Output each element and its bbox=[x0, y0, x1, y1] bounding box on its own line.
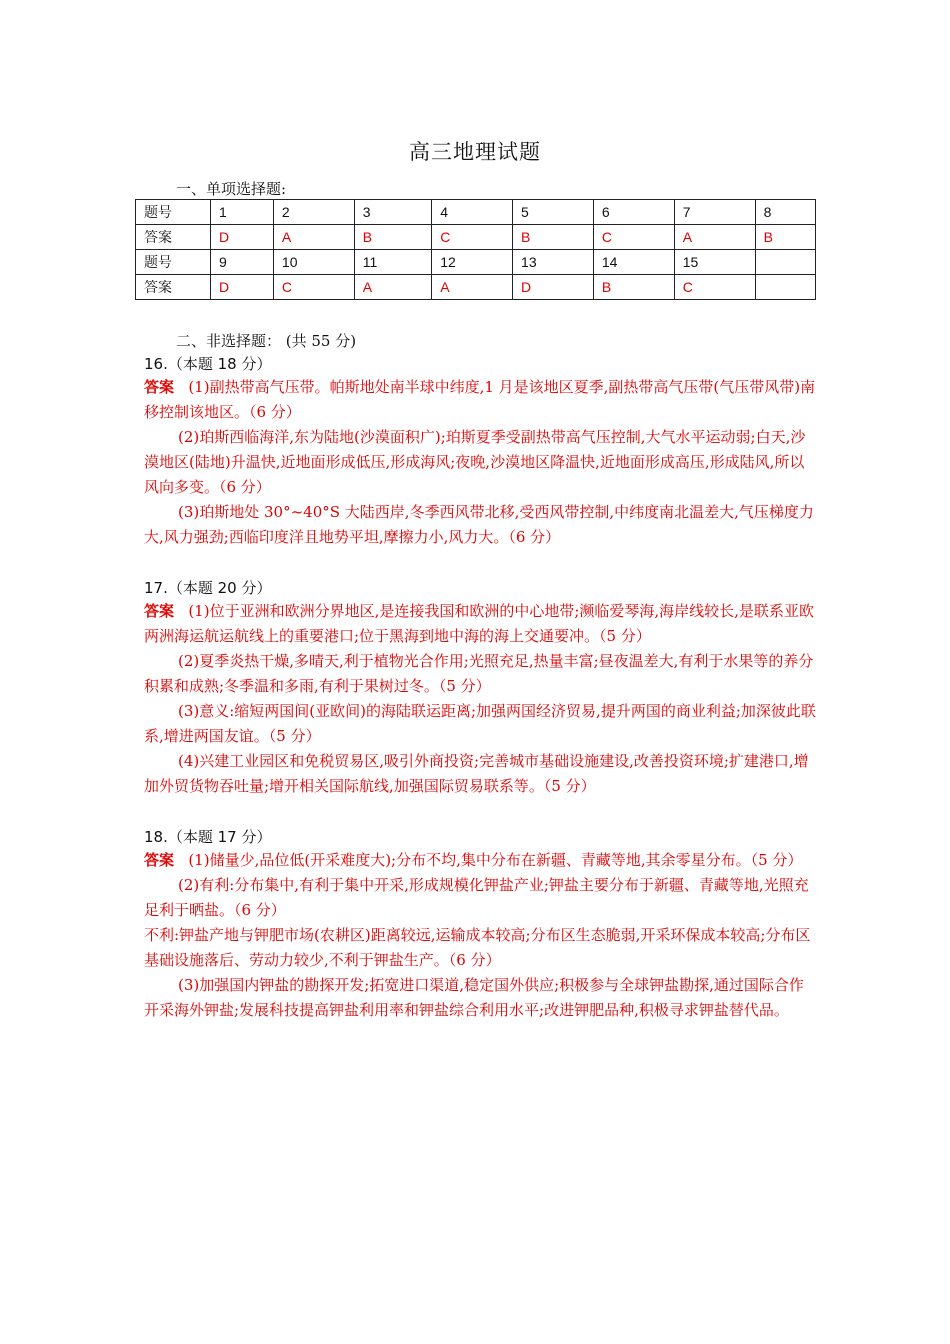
answer-cell: D bbox=[211, 275, 274, 300]
answer-paragraph: (1)位于亚洲和欧洲分界地区,是连接我国和欧洲的中心地带;濒临爱琴海,海岸线较长,是联系亚欧两洲海运航运航线上的重要港口;位于黑海到地中海的海上交通要冲。（5 分） bbox=[144, 602, 814, 645]
answer-paragraph: (1)储量少,品位低(开采难度大);分布不均,集中分布在新疆、青藏等地,其余零星分布。（5 分） bbox=[188, 851, 803, 869]
table-row-numbers bbox=[136, 200, 816, 225]
answer-cell: C bbox=[674, 275, 755, 300]
answer-cell bbox=[755, 275, 815, 300]
question-number bbox=[755, 250, 815, 275]
answer-cell: C bbox=[593, 225, 674, 250]
answer-label: 答案 bbox=[144, 851, 175, 869]
page-title: 高三地理试题 bbox=[409, 140, 541, 164]
question-number: 11 bbox=[354, 250, 431, 275]
question-18-answer bbox=[144, 848, 816, 1023]
question-number: 12 bbox=[432, 250, 513, 275]
question-17-answer bbox=[144, 599, 816, 799]
question-number: 9 bbox=[211, 250, 274, 275]
question-number: 10 bbox=[273, 250, 354, 275]
answer-cell: B bbox=[354, 225, 431, 250]
table-row-answers bbox=[136, 275, 816, 300]
answer-cell: C bbox=[432, 225, 513, 250]
question-17-header: 17.（本题 20 分） bbox=[144, 579, 272, 597]
question-number: 5 bbox=[513, 200, 594, 225]
row-label-question: 题号 bbox=[136, 250, 211, 275]
answer-cell: B bbox=[513, 225, 594, 250]
answer-paragraph: (3)珀斯地处 30°~40°S 大陆西岸,冬季西风带北移,受西风带控制,中纬度南北温差大,气压梯度力大,风力强劲;西临印度洋且地势平坦,摩擦力小,风力大。（6 分） bbox=[144, 503, 814, 546]
question-number: 3 bbox=[354, 200, 431, 225]
answer-paragraph: (3)加强国内钾盐的勘探开发;拓宽进口渠道,稳定国外供应;积极参与全球钾盐勘探,通过国际合作开采海外钾盐;发展科技提高钾盐利用率和钾盐综合利用水平;改进钾肥品种,积极寻求钾盐替代品。 bbox=[144, 976, 804, 1019]
question-number: 2 bbox=[273, 200, 354, 225]
question-number: 1 bbox=[211, 200, 274, 225]
answer-paragraph: (1)副热带高气压带。帕斯地处南半球中纬度,1 月是该地区夏季,副热带高气压带(气压带风带)南移控制该地区。（6 分） bbox=[144, 378, 816, 421]
question-number: 13 bbox=[513, 250, 594, 275]
answer-label: 答案 bbox=[144, 378, 175, 396]
question-number: 14 bbox=[593, 250, 674, 275]
answer-paragraph: 不利:钾盐产地与钾肥市场(农耕区)距离较远,运输成本较高;分布区生态脆弱,开采环保成本较高;分布区基础设施落后、劳动力较少,不利于钾盐生产。（6 分） bbox=[144, 926, 811, 969]
question-number: 6 bbox=[593, 200, 674, 225]
question-16-header: 16.（本题 18 分） bbox=[144, 355, 272, 373]
answer-cell: D bbox=[513, 275, 594, 300]
table-row-answers bbox=[136, 225, 816, 250]
question-18-header: 18.（本题 17 分） bbox=[144, 828, 272, 846]
question-number: 15 bbox=[674, 250, 755, 275]
answer-table bbox=[135, 199, 816, 300]
answer-paragraph: (2)珀斯西临海洋,东为陆地(沙漠面积广);珀斯夏季受副热带高气压控制,大气水平运动弱;白天,沙漠地区(陆地)升温快,近地面形成低压,形成海风;夜晚,沙漠地区降温快,近地面形成高压,形成陆风,所以风向多变。（6 分） bbox=[144, 428, 806, 496]
section1-heading: 一、单项选择题: bbox=[176, 180, 287, 198]
answer-cell: D bbox=[211, 225, 274, 250]
answer-cell: A bbox=[354, 275, 431, 300]
question-16-answer bbox=[144, 375, 816, 550]
answer-cell: C bbox=[273, 275, 354, 300]
question-number: 8 bbox=[755, 200, 815, 225]
answer-paragraph: (3)意义:缩短两国间(亚欧间)的海陆联运距离;加强两国经济贸易,提升两国的商业利益;加深彼此联系,增进两国友谊。（5 分） bbox=[144, 702, 816, 745]
answer-cell: B bbox=[593, 275, 674, 300]
answer-cell: B bbox=[755, 225, 815, 250]
answer-paragraph: (4)兴建工业园区和免税贸易区,吸引外商投资;完善城市基础设施建设,改善投资环境;扩建港口,增加外贸货物吞吐量;增开相关国际航线,加强国际贸易联系等。（5 分） bbox=[144, 752, 809, 795]
row-label-question: 题号 bbox=[136, 200, 211, 225]
row-label-answer: 答案 bbox=[136, 225, 211, 250]
answer-cell: A bbox=[674, 225, 755, 250]
row-label-answer: 答案 bbox=[136, 275, 211, 300]
table-row-numbers bbox=[136, 250, 816, 275]
section2-heading: 二、非选择题： (共 55 分) bbox=[176, 332, 357, 350]
answer-paragraph: (2)夏季炎热干燥,多晴天,利于植物光合作用;光照充足,热量丰富;昼夜温差大,有利于水果等的养分积累和成熟;冬季温和多雨,有利于果树过冬。（5 分） bbox=[144, 652, 814, 695]
answer-cell: A bbox=[432, 275, 513, 300]
question-number: 7 bbox=[674, 200, 755, 225]
answer-paragraph: (2)有利:分布集中,有利于集中开采,形成规模化钾盐产业;钾盐主要分布于新疆、青藏等地,光照充足利于晒盐。（6 分） bbox=[144, 876, 809, 919]
answer-cell: A bbox=[273, 225, 354, 250]
question-number: 4 bbox=[432, 200, 513, 225]
answer-label: 答案 bbox=[144, 602, 175, 620]
